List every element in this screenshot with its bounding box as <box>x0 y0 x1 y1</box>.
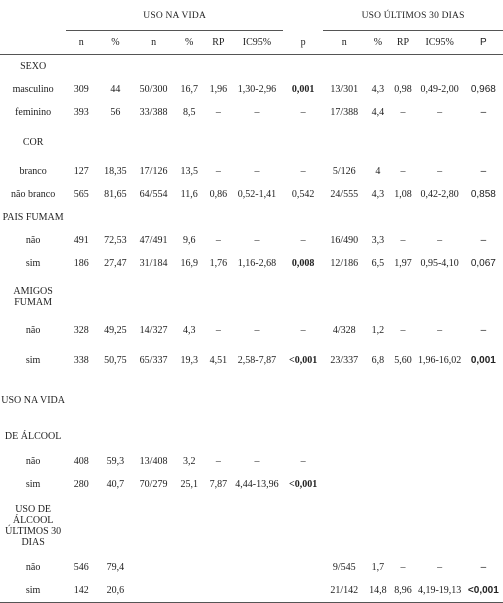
table-cell: 4,3 <box>371 189 385 200</box>
table-cell: – <box>480 562 487 573</box>
table-cell: 14,8 <box>365 579 390 603</box>
table-cell: 1,16-2,68 <box>237 258 277 269</box>
table-cell: – <box>437 235 443 246</box>
table-cell: – <box>215 107 221 118</box>
table-cell: 1,30-2,96 <box>237 84 277 95</box>
table-cell: 2,58-7,87 <box>237 354 277 366</box>
table-cell <box>365 496 390 556</box>
table-cell <box>66 55 96 79</box>
table-cell <box>390 378 415 422</box>
table-cell: – <box>254 325 260 336</box>
table-cell: 142 <box>66 579 96 603</box>
table-cell <box>323 378 365 422</box>
table-cell: – <box>215 235 221 246</box>
group-header-uso-30-dias: USO ÚLTIMOS 30 DIAS <box>323 2 503 31</box>
table-cell: 3,2 <box>182 456 196 467</box>
table-cell <box>206 275 231 319</box>
table-cell <box>173 422 206 450</box>
table-cell <box>365 124 390 160</box>
table-cell <box>96 378 134 422</box>
table-cell <box>323 55 365 79</box>
table-cell <box>96 55 134 79</box>
table-cell: 0,95-4,10 <box>420 258 459 269</box>
table-cell: 33/388 <box>139 107 168 118</box>
table-cell <box>464 496 503 556</box>
table-cell: 4,4 <box>371 107 385 118</box>
table-cell: 4 <box>375 166 381 177</box>
table-cell: 44 <box>110 84 121 95</box>
table-cell: – <box>254 107 260 118</box>
table-cell <box>365 275 390 319</box>
table-cell <box>323 496 365 556</box>
table-cell <box>206 206 231 229</box>
table-cell <box>390 422 415 450</box>
table-cell <box>283 556 323 579</box>
table-cell: 127 <box>73 166 89 177</box>
table-cell: 8,96 <box>390 579 415 603</box>
table-cell: 65/337 <box>139 354 168 366</box>
table-row <box>0 342 503 378</box>
table-cell: <0,001 <box>289 479 318 490</box>
col-header: P <box>464 31 503 55</box>
table-cell: 1,96 <box>209 84 228 95</box>
col-header: RP <box>390 31 415 55</box>
table-cell <box>390 275 415 319</box>
table-cell <box>283 206 323 229</box>
table-cell <box>416 124 464 160</box>
section-label: SEXO <box>20 61 47 72</box>
table-cell: 8,5 <box>182 107 196 118</box>
table-cell <box>283 55 323 79</box>
table-cell: – <box>437 325 443 336</box>
table-cell: 1,7 <box>371 562 385 573</box>
table-cell: 17/388 <box>330 107 359 118</box>
table-cell: 0,52-1,41 <box>237 189 277 200</box>
table-cell: 0,86 <box>209 189 228 200</box>
table-cell: 491 <box>73 235 89 246</box>
col-header: % <box>173 31 206 55</box>
table-cell: 50/300 <box>139 84 168 95</box>
table-cell: – <box>437 107 443 118</box>
table-row <box>0 229 503 252</box>
table-cell: 47/491 <box>139 235 168 246</box>
table-cell <box>464 473 503 496</box>
table-row <box>0 579 503 603</box>
table-cell <box>135 556 173 579</box>
col-header: n <box>323 31 365 55</box>
table-row <box>0 450 503 473</box>
section-label: USO DE ÁLCOOL ÚLTIMOS 30 DIAS <box>5 504 62 548</box>
header-column-row <box>0 31 503 55</box>
table-cell: 13/408 <box>139 456 168 467</box>
table-cell: 0,001 <box>470 354 496 366</box>
table-cell: 546 <box>73 562 89 573</box>
table-cell <box>135 579 173 603</box>
table-cell <box>323 450 365 473</box>
table-cell <box>173 206 206 229</box>
table-cell: 1,08 <box>394 189 412 200</box>
row-label: não <box>25 562 41 573</box>
table-cell <box>206 579 231 603</box>
table-cell <box>173 579 206 603</box>
table-cell: 12/186 <box>330 258 359 269</box>
table-row <box>0 101 503 124</box>
table-cell <box>206 422 231 450</box>
table-cell: 0,008 <box>291 258 315 269</box>
table-cell <box>173 378 206 422</box>
table-cell <box>173 55 206 79</box>
row-label: sim <box>0 579 66 603</box>
table-cell: – <box>300 325 306 336</box>
table-cell: 5,60 <box>394 354 412 366</box>
table-cell: 565 <box>73 189 89 200</box>
table-cell <box>416 275 464 319</box>
table-cell: 0,49-2,00 <box>420 84 459 95</box>
table-cell <box>416 422 464 450</box>
table-cell: 40,7 <box>106 479 125 490</box>
row-label: não <box>25 325 41 336</box>
table-cell: 23/337 <box>330 354 359 366</box>
section-row <box>0 422 503 450</box>
table-row <box>0 556 503 579</box>
table-cell: 0,968 <box>470 84 496 95</box>
table-cell <box>365 450 390 473</box>
row-label: branco <box>19 166 47 177</box>
table-cell: 72,53 <box>104 235 127 246</box>
table-cell <box>464 124 503 160</box>
table-cell: 11,6 <box>180 189 198 200</box>
table-cell: – <box>300 107 306 118</box>
row-label: sim <box>25 354 41 366</box>
table-cell: 24/555 <box>330 189 359 200</box>
table-cell: 13,5 <box>180 166 198 177</box>
table-cell: 5/126 <box>332 166 356 177</box>
table-cell: 6,5 <box>371 258 385 269</box>
table-cell <box>231 579 283 603</box>
table-row <box>0 78 503 101</box>
table-cell: 21/142 <box>323 579 365 603</box>
table-row <box>0 319 503 342</box>
table-cell: 6,8 <box>371 354 385 366</box>
table-cell: 17/126 <box>139 166 168 177</box>
table-cell: 1,2 <box>371 325 385 336</box>
table-cell <box>66 124 96 160</box>
table-cell <box>323 124 365 160</box>
table-cell: 31/184 <box>139 258 168 269</box>
table-row <box>0 252 503 275</box>
table-cell <box>283 124 323 160</box>
row-label: não branco <box>11 189 56 200</box>
table-cell: – <box>300 166 306 177</box>
section-label: PAIS FUMAM <box>2 212 64 223</box>
table-cell: 7,87 <box>209 479 228 490</box>
table-cell: 4/328 <box>332 325 356 336</box>
table-cell: 25,1 <box>180 479 198 490</box>
table-cell: 408 <box>73 456 89 467</box>
table-cell <box>206 124 231 160</box>
section-label: DE ÁLCOOL <box>4 430 62 442</box>
table-cell: <0,001 <box>464 579 503 603</box>
table-cell: 4,3 <box>371 84 385 95</box>
table-cell <box>173 496 206 556</box>
table-cell <box>135 422 173 450</box>
table-cell <box>231 124 283 160</box>
table-cell <box>416 378 464 422</box>
section-row <box>0 275 503 319</box>
table-cell <box>323 206 365 229</box>
table-cell <box>231 496 283 556</box>
row-label: sim <box>25 479 41 490</box>
table-cell: – <box>400 166 406 177</box>
table-cell <box>390 473 415 496</box>
table-row <box>0 183 503 206</box>
section-label: COR <box>22 136 44 148</box>
table-cell: – <box>215 325 221 336</box>
table-cell <box>96 124 134 160</box>
col-header: p <box>283 31 323 55</box>
table-cell: 59,3 <box>106 456 125 467</box>
table-cell <box>173 556 206 579</box>
table-cell <box>96 275 134 319</box>
table-cell <box>283 378 323 422</box>
table-cell <box>416 496 464 556</box>
table-cell <box>135 55 173 79</box>
table-cell: 56 <box>110 107 121 118</box>
table-cell: 0,542 <box>291 189 315 200</box>
table-cell: <0,001 <box>289 354 318 366</box>
table-cell <box>416 206 464 229</box>
table-cell <box>96 206 134 229</box>
table-cell <box>390 55 415 79</box>
table-cell <box>365 206 390 229</box>
header-group-row <box>0 2 503 31</box>
table-cell <box>206 55 231 79</box>
table-cell <box>206 378 231 422</box>
section-row <box>0 496 503 556</box>
table-cell <box>365 422 390 450</box>
table-cell: – <box>400 107 406 118</box>
table-cell: 4,51 <box>209 354 228 366</box>
table-cell: 0,001 <box>291 84 315 95</box>
row-label: não <box>25 235 41 246</box>
group-header-uso-na-vida: USO NA VIDA <box>66 2 283 31</box>
table-cell: 16,7 <box>180 84 198 95</box>
section-label: USO NA VIDA <box>1 394 65 406</box>
table-cell <box>365 473 390 496</box>
table-cell: – <box>215 456 221 467</box>
table-cell: 0,98 <box>394 84 412 95</box>
table-cell <box>66 422 96 450</box>
table-cell: 79,4 <box>106 562 125 573</box>
table-cell: 16/490 <box>330 235 359 246</box>
section-row <box>0 124 503 160</box>
table-cell: 9/545 <box>332 562 356 573</box>
col-header: IC95% <box>231 31 283 55</box>
table-cell <box>464 55 503 79</box>
table-cell: 18,35 <box>104 166 127 177</box>
table-cell: 4,44-13,96 <box>235 479 279 490</box>
table-cell <box>206 556 231 579</box>
table-cell <box>283 579 323 603</box>
table-cell <box>323 473 365 496</box>
row-label: feminino <box>15 107 52 118</box>
section-row <box>0 378 503 422</box>
table-cell: 1,76 <box>209 258 228 269</box>
table-row <box>0 473 503 496</box>
table-cell <box>66 206 96 229</box>
table-cell: 4,3 <box>182 325 196 336</box>
table-cell: 1,96-16,02 <box>417 354 462 366</box>
table-cell <box>283 275 323 319</box>
table-cell <box>66 496 96 556</box>
table-cell <box>390 206 415 229</box>
table-row <box>0 160 503 183</box>
table-cell: 9,6 <box>182 235 196 246</box>
table-cell: 280 <box>73 479 89 490</box>
table-cell: – <box>300 235 306 246</box>
table-cell <box>365 55 390 79</box>
table-cell: – <box>400 235 406 246</box>
table-cell <box>416 55 464 79</box>
table-cell <box>66 275 96 319</box>
table-cell: – <box>480 166 487 177</box>
table-cell <box>390 124 415 160</box>
table-cell <box>390 496 415 556</box>
table-cell <box>231 556 283 579</box>
table-cell <box>135 206 173 229</box>
table-cell: 14/327 <box>139 325 168 336</box>
table-cell: 1,97 <box>394 258 412 269</box>
table-cell: 186 <box>73 258 89 269</box>
table-cell <box>464 450 503 473</box>
table-cell: – <box>480 325 487 336</box>
table-cell: 13/301 <box>330 84 359 95</box>
table-cell: – <box>400 325 406 336</box>
col-header: IC95% <box>416 31 464 55</box>
table-cell <box>464 422 503 450</box>
table-cell <box>135 378 173 422</box>
table-cell: 81,65 <box>104 189 127 200</box>
table-cell <box>66 378 96 422</box>
table-cell: 49,25 <box>104 325 127 336</box>
section-label: AMIGOS FUMAM <box>13 286 53 308</box>
table-cell: 0,42-2,80 <box>420 189 459 200</box>
table-cell <box>323 422 365 450</box>
table-cell <box>96 496 134 556</box>
table-cell: – <box>300 456 306 467</box>
table-cell <box>390 450 415 473</box>
table-cell: – <box>254 456 260 467</box>
table-cell <box>231 378 283 422</box>
table-cell <box>365 378 390 422</box>
table-cell: 328 <box>73 325 89 336</box>
col-header: % <box>365 31 390 55</box>
col-header: % <box>96 31 134 55</box>
section-row <box>0 55 503 79</box>
col-header: n <box>66 31 96 55</box>
table-cell: 64/554 <box>139 189 168 200</box>
table-cell: – <box>480 107 487 118</box>
table-cell: – <box>480 235 487 246</box>
row-label: masculino <box>12 84 54 95</box>
table-cell <box>464 275 503 319</box>
table-cell <box>135 275 173 319</box>
table-cell: 338 <box>73 354 89 366</box>
table-cell: – <box>437 562 443 573</box>
table-cell: 3,3 <box>371 235 385 246</box>
table-cell <box>464 378 503 422</box>
section-row <box>0 206 503 229</box>
table-cell: – <box>437 166 443 177</box>
table-cell <box>231 206 283 229</box>
table-cell: 20,6 <box>96 579 134 603</box>
table-cell <box>416 450 464 473</box>
table-cell: 0,067 <box>470 258 496 269</box>
col-header: n <box>135 31 173 55</box>
row-label: sim <box>25 258 41 269</box>
table-cell <box>283 496 323 556</box>
table-cell <box>231 55 283 79</box>
table-cell <box>206 496 231 556</box>
table-cell <box>323 275 365 319</box>
col-header: RP <box>206 31 231 55</box>
table-cell: 4,19-19,13 <box>416 579 464 603</box>
table-cell: – <box>215 166 221 177</box>
table-cell: – <box>400 562 406 573</box>
table-cell: 393 <box>73 107 89 118</box>
table-cell: – <box>254 166 260 177</box>
table-cell <box>173 275 206 319</box>
table-cell <box>283 422 323 450</box>
table-cell: 70/279 <box>139 479 168 490</box>
table-cell <box>231 275 283 319</box>
table-cell <box>96 422 134 450</box>
table-cell <box>231 422 283 450</box>
row-label: não <box>25 456 41 467</box>
table-cell <box>135 496 173 556</box>
table-cell: 19,3 <box>180 354 198 366</box>
table-cell: 309 <box>73 84 89 95</box>
data-table <box>0 2 503 603</box>
table-cell: 27,47 <box>104 258 127 269</box>
table-cell <box>416 473 464 496</box>
table-cell: – <box>254 235 260 246</box>
table-cell: 16,9 <box>180 258 198 269</box>
table-cell <box>464 206 503 229</box>
table-cell <box>173 124 206 160</box>
table-cell: 0,858 <box>470 189 496 200</box>
table-cell: 50,75 <box>104 354 127 366</box>
table-cell <box>135 124 173 160</box>
